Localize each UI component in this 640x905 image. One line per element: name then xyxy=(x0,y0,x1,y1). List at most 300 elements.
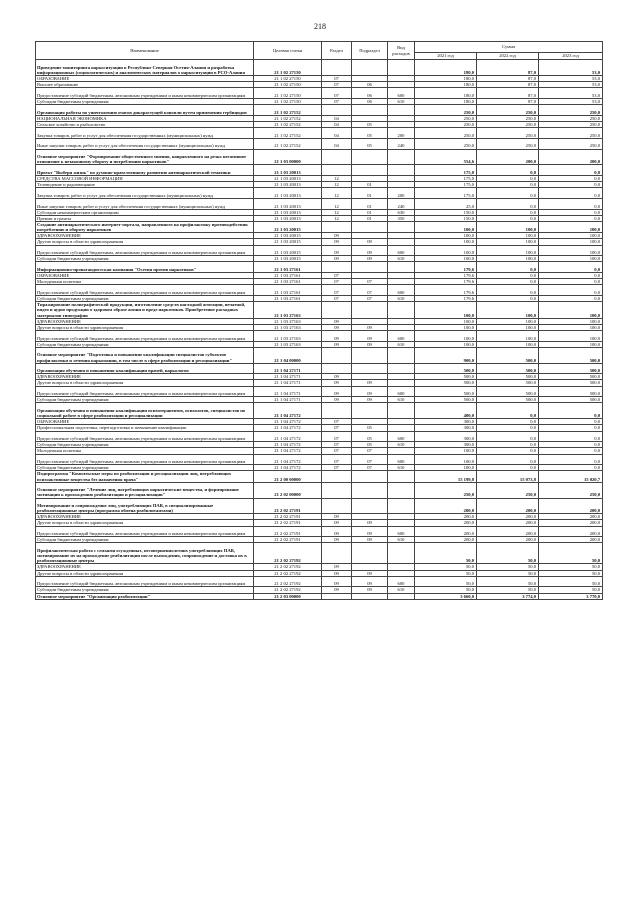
cell-name: ЗДРАВООХРАНЕНИЕ xyxy=(36,318,254,324)
cell-name: Субсидии некоммерческим организациям xyxy=(36,210,254,216)
cell-section: 09 xyxy=(322,537,352,543)
cell-article: 21 1 04 27171 xyxy=(254,386,322,397)
cell-expense-type: 610 xyxy=(388,341,415,347)
cell-2022: 0,0 xyxy=(477,454,539,465)
cell-section xyxy=(322,403,352,419)
cell-section xyxy=(322,543,352,564)
cell-2022: 500,0 xyxy=(477,397,539,403)
table-row xyxy=(36,363,603,374)
cell-name: ЗДРАВООХРАНЕНИЕ xyxy=(36,514,254,520)
header-article: Целевая статья xyxy=(254,42,322,60)
cell-article: 21 1 03 27163 xyxy=(254,318,322,324)
cell-subsection: 06 xyxy=(352,81,388,87)
cell-article: 21 1 04 27172 xyxy=(254,454,322,465)
cell-section: 09 xyxy=(322,397,352,403)
table-row xyxy=(36,593,603,599)
table-row xyxy=(36,576,603,587)
cell-2022: 50,0 xyxy=(477,570,539,576)
table-row xyxy=(36,431,603,442)
cell-article: 21 2 02 27191 xyxy=(254,520,322,526)
cell-article: 21 1 03 20013 xyxy=(254,210,322,216)
cell-section: 04 xyxy=(322,138,352,149)
cell-2021: 250,0 xyxy=(415,138,477,149)
cell-subsection xyxy=(352,363,388,374)
cell-article: 21 1 02 27150 xyxy=(254,75,322,81)
cell-subsection xyxy=(352,302,388,318)
cell-subsection: 07 xyxy=(352,285,388,296)
cell-article: 21 2 02 27192 xyxy=(254,576,322,587)
cell-section: 07 xyxy=(322,425,352,431)
cell-article: 21 1 03 27163 xyxy=(254,324,322,330)
cell-name: Сельское хозяйство и рыболовство xyxy=(36,121,254,127)
cell-2021: 300,0 xyxy=(415,431,477,442)
cell-name: Основное мероприятие "Формирование общественного мнения, направленного на резко негативное отношение к незаконному обороту и потреблению наркотиков" xyxy=(36,149,254,165)
cell-2021: 100,0 xyxy=(415,233,477,239)
cell-article: 21 2 02 27192 xyxy=(254,570,322,576)
cell-2023: 500,0 xyxy=(539,386,603,397)
cell-article: 21 1 02 27150 xyxy=(254,88,322,99)
cell-section xyxy=(322,471,352,482)
cell-2022: 200,0 xyxy=(477,498,539,514)
cell-section: 12 xyxy=(322,188,352,199)
cell-section xyxy=(322,498,352,514)
cell-section xyxy=(322,149,352,165)
cell-name: Информационно-пропагандистская кампания "Осетия против наркотиков" xyxy=(36,262,254,273)
cell-name: Субсидии бюджетным учреждениям xyxy=(36,98,254,104)
cell-section: 07 xyxy=(322,273,352,279)
cell-name: Закупка товаров, работ и услуг для обеспечения государственных (муниципальных) нужд xyxy=(36,188,254,199)
cell-2023: 0,0 xyxy=(539,425,603,431)
cell-article: 21 1 03 27161 xyxy=(254,273,322,279)
cell-article: 21 1 04 27172 xyxy=(254,448,322,454)
cell-2023: 53,0 xyxy=(539,75,603,81)
cell-section: 04 xyxy=(322,127,352,138)
cell-section: 09 xyxy=(322,374,352,380)
cell-expense-type: 610 xyxy=(388,465,415,471)
cell-subsection: 09 xyxy=(352,520,388,526)
cell-2023: 100,0 xyxy=(539,233,603,239)
cell-2023: 250,0 xyxy=(539,138,603,149)
cell-2023: 53,0 xyxy=(539,60,603,76)
cell-article: 21 1 04 27171 xyxy=(254,397,322,403)
cell-expense-type xyxy=(388,363,415,374)
cell-article: 21 1 04 27172 xyxy=(254,442,322,448)
cell-section xyxy=(322,222,352,233)
cell-2023: 0,0 xyxy=(539,279,603,285)
header-subsection: Подраздел xyxy=(352,42,388,60)
cell-name: Предоставление субсидий бюджетным, автономным учреждениям и иным некоммерческим организациям xyxy=(36,526,254,537)
cell-article: 21 1 04 27172 xyxy=(254,425,322,431)
cell-section: 09 xyxy=(322,514,352,520)
cell-name: Проведение мониторинга наркоситуации в Республике Северная Осетия-Алания и разработка информационных (социологических) и аналитических материалов о наркоситуации в РСО-Алания xyxy=(36,60,254,76)
table-row xyxy=(36,482,603,498)
cell-expense-type: 200 xyxy=(388,127,415,138)
page-number: 218 xyxy=(314,22,326,31)
cell-subsection: 01 xyxy=(352,216,388,222)
cell-2021: 179,6 xyxy=(415,273,477,279)
cell-article: 21 1 03 27163 xyxy=(254,330,322,341)
cell-section: 09 xyxy=(322,318,352,324)
cell-2022: 50,0 xyxy=(477,587,539,593)
cell-article: 21 1 03 20013 xyxy=(254,176,322,182)
cell-2022: 250,0 xyxy=(477,482,539,498)
cell-2021: 100,0 xyxy=(415,465,477,471)
cell-2021: 250,0 xyxy=(415,121,477,127)
table-row xyxy=(36,149,603,165)
cell-section: 07 xyxy=(322,285,352,296)
cell-name: Предоставление субсидий бюджетным, автономным учреждениям и иным некоммерческим организациям xyxy=(36,285,254,296)
cell-2021: 100,0 xyxy=(415,330,477,341)
cell-2021: 50,0 xyxy=(415,564,477,570)
cell-2022: 0,0 xyxy=(477,188,539,199)
cell-section: 07 xyxy=(322,81,352,87)
cell-2021: 200,0 xyxy=(415,514,477,520)
cell-article: 21 1 03 27161 xyxy=(254,285,322,296)
cell-expense-type xyxy=(388,347,415,363)
cell-section: 12 xyxy=(322,216,352,222)
cell-subsection xyxy=(352,498,388,514)
cell-expense-type xyxy=(388,262,415,273)
cell-2022: 0,0 xyxy=(477,262,539,273)
cell-2022: 0,0 xyxy=(477,199,539,210)
cell-subsection: 05 xyxy=(352,138,388,149)
cell-2021: 100,0 xyxy=(415,448,477,454)
header-year-2023: 2023 год xyxy=(539,53,603,60)
cell-2022: 0,0 xyxy=(477,165,539,176)
table-row xyxy=(36,245,603,256)
cell-expense-type: 610 xyxy=(388,537,415,543)
cell-2023: 500,0 xyxy=(539,380,603,386)
cell-section: 12 xyxy=(322,210,352,216)
cell-2023: 0,0 xyxy=(539,454,603,465)
cell-section xyxy=(322,165,352,176)
cell-2021: 900,0 xyxy=(415,347,477,363)
cell-article: 21 1 03 00000 xyxy=(254,149,322,165)
cell-2021: 100,0 xyxy=(415,245,477,256)
cell-2022: 250,0 xyxy=(477,127,539,138)
cell-2023: 0,0 xyxy=(539,199,603,210)
cell-name: Предоставление субсидий бюджетным, автономным учреждениям и иным некоммерческим организациям xyxy=(36,88,254,99)
cell-2022: 50,0 xyxy=(477,543,539,564)
cell-expense-type: 600 xyxy=(388,576,415,587)
cell-name: Создание антинаркотического интернет-портала, направленного на профилактику противодействия потреблению и обороту наркотиков xyxy=(36,222,254,233)
cell-section: 09 xyxy=(322,570,352,576)
cell-section: 09 xyxy=(322,520,352,526)
cell-2021: 150,0 xyxy=(415,216,477,222)
cell-name: Организация обучения и повышения квалификации психотерапевтов, психологов, специалистов по социальной работе в сфере реабилитации и ресоциализации xyxy=(36,403,254,419)
cell-expense-type: 610 xyxy=(388,98,415,104)
cell-2021: 50,0 xyxy=(415,543,477,564)
cell-section: 04 xyxy=(322,115,352,121)
cell-2022: 200,0 xyxy=(477,514,539,520)
cell-subsection: 05 xyxy=(352,121,388,127)
cell-2023: 100,0 xyxy=(539,222,603,233)
cell-name: Подпрограмма "Комплексные меры по реабилитации и ресоциализации лиц, потребляющих психоактивные вещества без назначения врача" xyxy=(36,471,254,482)
cell-article: 21 1 02 27152 xyxy=(254,121,322,127)
cell-2022: 0,0 xyxy=(477,425,539,431)
cell-2021: 100,0 xyxy=(415,318,477,324)
cell-name: Субсидии бюджетным учреждениям xyxy=(36,465,254,471)
cell-name: Другие вопросы в области здравоохранения xyxy=(36,520,254,526)
table-row xyxy=(36,60,603,76)
cell-name: Предоставление субсидий бюджетным, автономным учреждениям и иным некоммерческим организациям xyxy=(36,431,254,442)
cell-subsection: 01 xyxy=(352,199,388,210)
cell-name: Основное мероприятие "Организация реабилитации" xyxy=(36,593,254,599)
cell-2022: 87,0 xyxy=(477,75,539,81)
cell-subsection: 09 xyxy=(352,380,388,386)
table-row xyxy=(36,347,603,363)
cell-2022: 100,0 xyxy=(477,302,539,318)
table-row xyxy=(36,454,603,465)
cell-section: 07 xyxy=(322,279,352,285)
cell-section: 09 xyxy=(322,256,352,262)
cell-2022: 0,0 xyxy=(477,448,539,454)
cell-2023: 100,0 xyxy=(539,256,603,262)
cell-section xyxy=(322,262,352,273)
cell-name: Иные закупки товаров, работ и услуг для обеспечения государственных (муниципальных) нужд xyxy=(36,138,254,149)
cell-2021: 200,0 xyxy=(415,526,477,537)
table-row xyxy=(36,127,603,138)
cell-article: 21 2 02 27191 xyxy=(254,514,322,520)
cell-article: 21 2 00 00000 xyxy=(254,471,322,482)
cell-article: 21 1 03 20015 xyxy=(254,239,322,245)
cell-name: Премии и гранты xyxy=(36,216,254,222)
cell-2023: 53,0 xyxy=(539,81,603,87)
cell-name: Другие вопросы в области здравоохранения xyxy=(36,239,254,245)
table-row xyxy=(36,262,603,273)
cell-2023: 53,0 xyxy=(539,98,603,104)
cell-2023: 0,0 xyxy=(539,448,603,454)
cell-article: 21 1 04 27172 xyxy=(254,403,322,419)
budget-table xyxy=(35,41,603,600)
cell-2022: 100,0 xyxy=(477,222,539,233)
cell-2023: 50,0 xyxy=(539,587,603,593)
cell-name: Проект "Выбери жизнь" по духовно-нравственному развитию антинаркотической тематики xyxy=(36,165,254,176)
table-row xyxy=(36,199,603,210)
cell-2021: 175,0 xyxy=(415,182,477,188)
cell-subsection: 09 xyxy=(352,239,388,245)
cell-2023: 100,0 xyxy=(539,330,603,341)
cell-section xyxy=(322,363,352,374)
cell-name: Организация работы по уничтожению очагов дикорастущей конопли путем применения гербицидов xyxy=(36,104,254,115)
cell-name: ЗДРАВООХРАНЕНИЕ xyxy=(36,374,254,380)
cell-article: 21 1 03 27163 xyxy=(254,302,322,318)
cell-2022: 0,0 xyxy=(477,285,539,296)
cell-section: 09 xyxy=(322,330,352,341)
cell-subsection xyxy=(352,543,388,564)
header-name: Наименование xyxy=(36,42,254,60)
cell-2022: 200,0 xyxy=(477,520,539,526)
cell-article: 21 1 04 27172 xyxy=(254,431,322,442)
cell-2022: 0,0 xyxy=(477,279,539,285)
cell-2022: 200,0 xyxy=(477,537,539,543)
cell-expense-type: 610 xyxy=(388,256,415,262)
cell-2023: 0,0 xyxy=(539,182,603,188)
cell-2023: 200,0 xyxy=(539,520,603,526)
cell-2022: 0,0 xyxy=(477,403,539,419)
cell-name: Субсидии бюджетным учреждениям xyxy=(36,442,254,448)
cell-2022: 0,0 xyxy=(477,216,539,222)
cell-2023: 500,0 xyxy=(539,374,603,380)
cell-section: 09 xyxy=(322,245,352,256)
cell-2021: 180,0 xyxy=(415,98,477,104)
cell-section: 12 xyxy=(322,182,352,188)
cell-2021: 300,0 xyxy=(415,419,477,425)
cell-2021: 500,0 xyxy=(415,397,477,403)
table-row xyxy=(36,386,603,397)
cell-subsection xyxy=(352,222,388,233)
cell-2022: 87,0 xyxy=(477,81,539,87)
table-row xyxy=(36,403,603,419)
table-row xyxy=(36,471,603,482)
cell-subsection: 09 xyxy=(352,537,388,543)
cell-subsection: 09 xyxy=(352,330,388,341)
cell-section xyxy=(322,347,352,363)
cell-subsection xyxy=(352,60,388,76)
cell-2021: 25,0 xyxy=(415,199,477,210)
cell-expense-type xyxy=(388,149,415,165)
cell-2021: 100,0 xyxy=(415,341,477,347)
cell-2023: 0,0 xyxy=(539,419,603,425)
cell-2022: 0,0 xyxy=(477,210,539,216)
cell-section: 07 xyxy=(322,465,352,471)
cell-2022: 0,0 xyxy=(477,465,539,471)
cell-name: СРЕДСТВА МАССОВОЙ ИНФОРМАЦИИ xyxy=(36,176,254,182)
table-row xyxy=(36,165,603,176)
cell-subsection: 09 xyxy=(352,587,388,593)
cell-2023: 0,0 xyxy=(539,442,603,448)
cell-article: 21 2 02 27192 xyxy=(254,587,322,593)
cell-2021: 500,0 xyxy=(415,374,477,380)
table-body xyxy=(36,60,603,600)
cell-name: Молодежная политика xyxy=(36,448,254,454)
cell-2023: 0,0 xyxy=(539,296,603,302)
cell-2023: 3 770,0 xyxy=(539,593,603,599)
cell-article: 21 1 02 27152 xyxy=(254,104,322,115)
cell-article: 21 1 04 27172 xyxy=(254,465,322,471)
cell-2023: 0,0 xyxy=(539,176,603,182)
cell-article: 21 2 02 27192 xyxy=(254,543,322,564)
cell-2023: 0,0 xyxy=(539,262,603,273)
cell-2023: 50,0 xyxy=(539,576,603,587)
cell-article: 21 2 03 00000 xyxy=(254,593,322,599)
cell-2021: 179,6 xyxy=(415,296,477,302)
cell-2022: 0,0 xyxy=(477,419,539,425)
cell-2022: 500,0 xyxy=(477,347,539,363)
cell-article: 21 1 04 27172 xyxy=(254,419,322,425)
cell-2023: 250,0 xyxy=(539,482,603,498)
cell-name: НАЦИОНАЛЬНАЯ ЭКОНОМИКА xyxy=(36,115,254,121)
cell-name: Субсидии бюджетным учреждениям xyxy=(36,296,254,302)
cell-subsection xyxy=(352,593,388,599)
cell-2023: 50,0 xyxy=(539,543,603,564)
cell-section: 07 xyxy=(322,75,352,81)
cell-expense-type xyxy=(388,403,415,419)
cell-expense-type xyxy=(388,222,415,233)
cell-expense-type xyxy=(388,593,415,599)
cell-article: 21 1 03 20013 xyxy=(254,188,322,199)
cell-name: Основное мероприятие "Подготовка и повышение квалификации специалистов субъектов профилактики и лечения наркомании, в том числе в сфере реабилитации и ресоциализации" xyxy=(36,347,254,363)
cell-2021: 175,0 xyxy=(415,165,477,176)
cell-expense-type: 350 xyxy=(388,216,415,222)
cell-article: 21 1 03 20015 xyxy=(254,222,322,233)
cell-2022: 500,0 xyxy=(477,380,539,386)
cell-subsection: 09 xyxy=(352,576,388,587)
budget-table-wrapper xyxy=(35,41,602,600)
cell-name: Предоставление субсидий бюджетным, автономным учреждениям и иным некоммерческим организациям xyxy=(36,576,254,587)
cell-subsection: 09 xyxy=(352,386,388,397)
cell-2022: 500,0 xyxy=(477,386,539,397)
cell-name: Тиражирование полиграфической продукции, изготовление средств наглядной агитации, печатной, видео и аудио продукции о здоровом образе жизни и вреде наркотиков. Приобретение расходных материалов типографии xyxy=(36,302,254,318)
cell-section xyxy=(322,482,352,498)
cell-expense-type xyxy=(388,104,415,115)
cell-2023: 53,0 xyxy=(539,88,603,99)
cell-2021: 100,0 xyxy=(415,256,477,262)
cell-article: 21 1 03 27161 xyxy=(254,279,322,285)
cell-2022: 100,0 xyxy=(477,324,539,330)
cell-section: 09 xyxy=(322,564,352,570)
cell-2021: 50,0 xyxy=(415,587,477,593)
cell-name: Предоставление субсидий бюджетным, автономным учреждениям и иным некоммерческим организациям xyxy=(36,245,254,256)
cell-2022: 50,0 xyxy=(477,564,539,570)
cell-name: Телевидение и радиовещание xyxy=(36,182,254,188)
cell-2021: 179,6 xyxy=(415,285,477,296)
cell-2021: 50,0 xyxy=(415,576,477,587)
table-row xyxy=(36,138,603,149)
cell-2023: 100,0 xyxy=(539,341,603,347)
cell-name: Иные закупки товаров, работ и услуг для обеспечения государственных (муниципальных) нужд xyxy=(36,199,254,210)
cell-section: 12 xyxy=(322,176,352,182)
cell-article: 21 1 03 20015 xyxy=(254,256,322,262)
cell-2022: 100,0 xyxy=(477,318,539,324)
cell-section: 07 xyxy=(322,442,352,448)
cell-2023: 500,0 xyxy=(539,397,603,403)
cell-subsection xyxy=(352,471,388,482)
cell-2023: 250,0 xyxy=(539,104,603,115)
cell-name: Субсидии бюджетным учреждениям xyxy=(36,397,254,403)
cell-section: 07 xyxy=(322,419,352,425)
cell-subsection: 09 xyxy=(352,526,388,537)
cell-2023: 0,0 xyxy=(539,431,603,442)
cell-name: Основное мероприятие "Лечение лиц, потребляющих наркотические вещества, и формирование мотивации к прохождению реабилитации и ресоциализации" xyxy=(36,482,254,498)
cell-2021: 500,0 xyxy=(415,363,477,374)
cell-2021: 180,0 xyxy=(415,60,477,76)
cell-article: 21 1 02 27150 xyxy=(254,98,322,104)
cell-expense-type xyxy=(388,302,415,318)
table-row xyxy=(36,498,603,514)
cell-subsection: 09 xyxy=(352,245,388,256)
cell-section: 07 xyxy=(322,454,352,465)
header-expense-type: Вид расходов xyxy=(388,42,415,60)
cell-subsection: 09 xyxy=(352,570,388,576)
cell-article: 21 2 02 27192 xyxy=(254,564,322,570)
cell-2022: 250,0 xyxy=(477,104,539,115)
table-row xyxy=(36,88,603,99)
cell-2023: 250,0 xyxy=(539,121,603,127)
table-row xyxy=(36,526,603,537)
cell-2021: 250,0 xyxy=(415,127,477,138)
cell-2021: 250,0 xyxy=(415,115,477,121)
cell-2023: 200,0 xyxy=(539,526,603,537)
cell-name: ЗДРАВООХРАНЕНИЕ xyxy=(36,564,254,570)
cell-2021: 200,0 xyxy=(415,498,477,514)
cell-2021: 150,0 xyxy=(415,210,477,216)
cell-subsection: 07 xyxy=(352,465,388,471)
cell-subsection: 05 xyxy=(352,425,388,431)
cell-section: 07 xyxy=(322,431,352,442)
cell-subsection: 05 xyxy=(352,442,388,448)
cell-2021: 100,0 xyxy=(415,454,477,465)
